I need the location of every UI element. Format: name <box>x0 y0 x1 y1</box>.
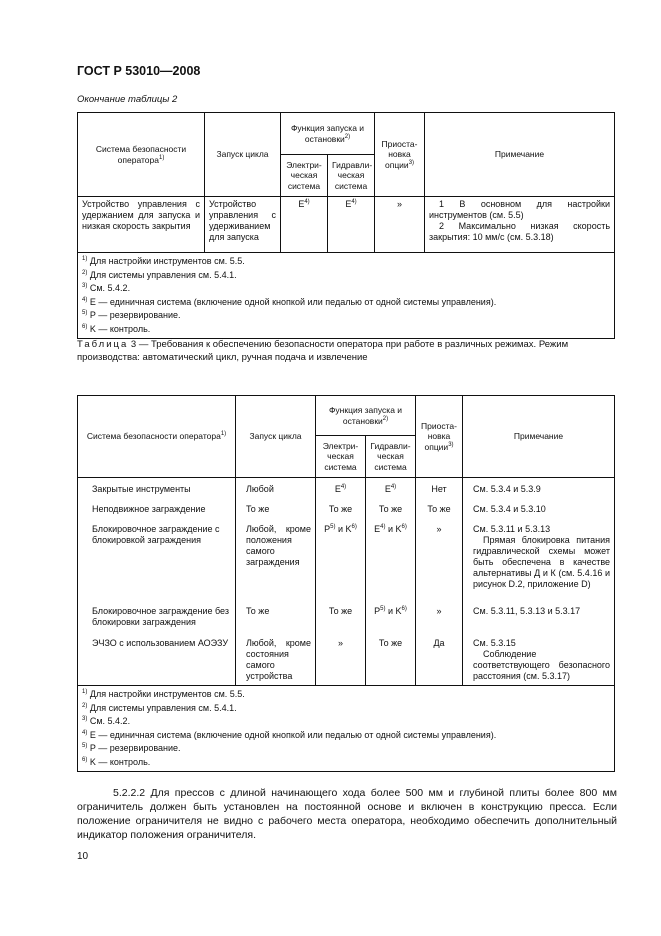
cell-electric: То же <box>316 598 366 630</box>
cell-note: См. 5.3.15 Соблюдение соответствующего безопасного расстояния (см. 5.3.17) <box>463 630 615 686</box>
footnote: $^{4)}$ E — единичная система (включение одной кнопкой или педалью от одной системы управления). <box>82 296 497 307</box>
footnote: $^{5)}$ P — резервирование. <box>82 743 181 753</box>
cell-note: См. 5.3.4 и 5.3.9 <box>463 478 615 498</box>
footnote: $^{5)}$ P — резервирование. <box>82 310 181 320</box>
note-line: 2 Максимально низкая скорость закрытия: 10 мм/с (см. 5.3.18) <box>429 221 611 242</box>
header-pause: Приоста-новка опции$^{3)}$ <box>375 113 425 197</box>
table3-title: Таблица 3 — Требования к обеспечению безопасности оператора при работе в различных режимах. Режим производства: автоматический цикл, ручная подача и извлечение <box>77 339 569 363</box>
cell-hydraulic: $E^{4)}$ и $K^{6)}$ <box>366 518 416 598</box>
cell-note: См. 5.3.11 и 5.3.13 Прямая блокировка питания гидравлической схемы может быть обеспечена в качестве альтернативы Д и К (см. 5.4.16 и рисунок D.2, приложение D) <box>463 518 615 598</box>
table-row <box>78 630 615 686</box>
footnote: $^{2)}$ Для системы управления см. 5.4.1. <box>82 702 237 713</box>
table2-footnotes <box>78 253 615 339</box>
table-row <box>78 478 615 498</box>
cell-system: Блокировочное заграждение с блокировкой заграждения <box>78 518 236 598</box>
table-row <box>78 598 615 630</box>
cell-cycle: То же <box>236 598 316 630</box>
cell-electric: $E^{4)}$ <box>281 197 328 253</box>
cell-cycle: Любой <box>236 478 316 498</box>
cell-note: См. 5.3.11, 5.3.13 и 5.3.17 <box>463 598 615 630</box>
table-2 <box>77 112 615 339</box>
cell-note: См. 5.3.4 и 5.3.10 <box>463 498 615 518</box>
cell-system: Закрытые инструменты <box>78 478 236 498</box>
note-line: 1 В основном для настройки инструментов (см. 5.5) <box>429 199 611 220</box>
table-row <box>78 518 615 598</box>
cell-pause: Нет <box>416 478 463 498</box>
footnote: $^{1)}$ Для настройки инструментов см. 5.5. <box>82 689 245 699</box>
header-cycle: Запуск цикла <box>205 113 281 197</box>
footnote: $^{1)}$ Для настройки инструментов см. 5.5. <box>82 256 245 266</box>
header-pause: Приоста-новка опции$^{3)}$ <box>416 396 463 478</box>
cell-electric: » <box>316 630 366 686</box>
document-header: ГОСТ Р 53010—2008 <box>77 64 201 78</box>
cell-hydraulic: $E^{4)}$ <box>366 478 416 498</box>
header-hydraulic: Гидравли-ческая система <box>328 155 375 197</box>
footnote: $^{3)}$ См. 5.4.2. <box>82 283 131 293</box>
header-electric: Электри-ческая система <box>281 155 328 197</box>
footnote: $^{2)}$ Для системы управления см. 5.4.1. <box>82 269 237 280</box>
cell-cycle: Любой, кроме состояния самого устройства <box>236 630 316 686</box>
footnote: $^{3)}$ См. 5.4.2. <box>82 716 131 726</box>
table2-caption: Окончание таблицы 2 <box>77 94 178 105</box>
cell-system: Блокировочное заграждение без блокировки заграждения <box>78 598 236 630</box>
table-row <box>78 498 615 518</box>
cell-note <box>425 197 615 253</box>
header-system: Система безопасности оператора$^{1)}$ <box>78 396 236 478</box>
cell-hydraulic: $E^{4)}$ <box>328 197 375 253</box>
cell-cycle: Устройство управления с удерживанием для запуска <box>205 197 281 253</box>
cell-pause: » <box>416 518 463 598</box>
header-electric: Электри-ческая система <box>316 436 366 478</box>
table-3 <box>77 395 615 772</box>
cell-hydraulic: То же <box>366 498 416 518</box>
header-function: Функция запуска и остановки$^{2)}$ <box>316 396 416 436</box>
cell-hydraulic: То же <box>366 630 416 686</box>
page-number: 10 <box>77 851 89 862</box>
footnote: $^{6)}$ K — контроль. <box>82 323 151 334</box>
header-hydraulic: Гидравли-ческая система <box>366 436 416 478</box>
footnote: $^{6)}$ K — контроль. <box>82 756 151 767</box>
cell-pause: » <box>375 197 425 253</box>
header-system: Система безопасности оператора$^{1)}$ <box>78 113 205 197</box>
header-note: Примечание <box>463 396 615 478</box>
cell-system: Устройство управления с удержанием для запуска и низкая скорость закрытия <box>78 197 205 253</box>
header-note: Примечание <box>425 113 615 197</box>
table3-footnotes <box>78 686 615 772</box>
header-function: Функция запуска и остановки$^{2)}$ <box>281 113 375 155</box>
footnote: $^{4)}$ E — единичная система (включение одной кнопкой или педалью от одной системы управления). <box>82 729 497 740</box>
table-row <box>78 197 615 253</box>
cell-pause: То же <box>416 498 463 518</box>
cell-cycle: Любой, кроме положения самого заграждения <box>236 518 316 598</box>
cell-electric: $P^{5)}$ и $K^{6)}$ <box>316 518 366 598</box>
cell-system: Неподвижное заграждение <box>78 498 236 518</box>
header-cycle: Запуск цикла <box>236 396 316 478</box>
cell-electric: То же <box>316 498 366 518</box>
cell-cycle: То же <box>236 498 316 518</box>
body-paragraph: 5.2.2.2 Для прессов с длиной начинающего хода более 500 мм и глубиной плиты более 800 мм ограничитель должен быть установлен на постоянной основе и включен в конструкцию пресса. Если положение ограничителя не видно с рабочего места оператора, необходимо обеспечить дополнительный индикатор положения ограничителя. <box>77 787 617 841</box>
cell-pause: » <box>416 598 463 630</box>
cell-electric: $E^{4)}$ <box>316 478 366 498</box>
cell-pause: Да <box>416 630 463 686</box>
cell-system: ЭЧЗО с использованием АОЭЗУ <box>78 630 236 686</box>
cell-hydraulic: $P^{5)}$ и $K^{6)}$ <box>366 598 416 630</box>
